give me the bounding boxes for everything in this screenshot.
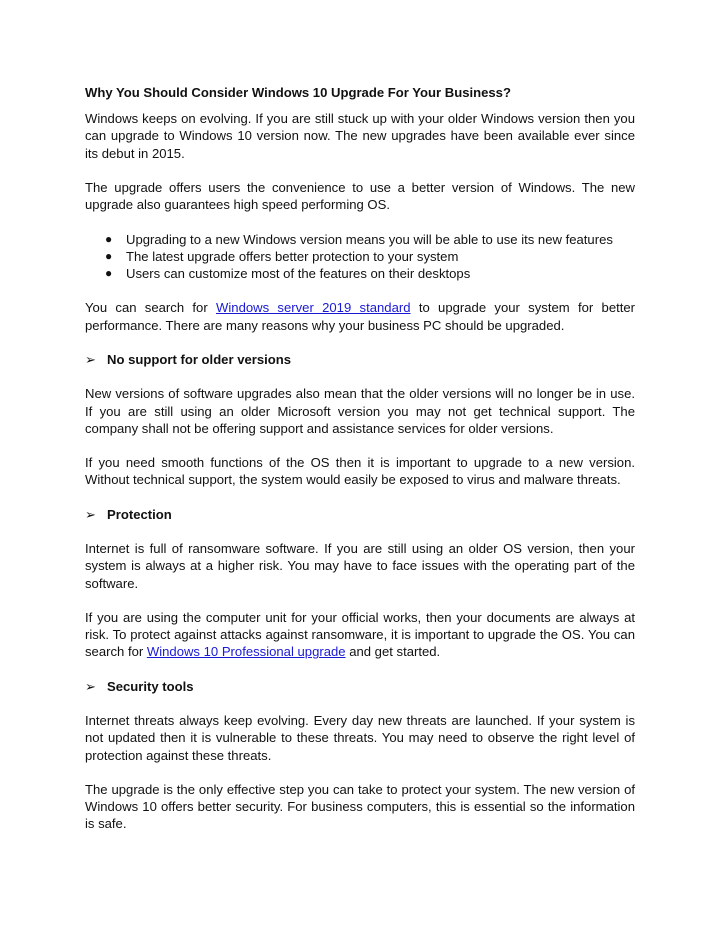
bullet-dot-icon: ● [105, 231, 113, 246]
upgrade-paragraph: The upgrade offers users the convenience to use a better version of Windows. The new upgrade also guarantees high speed performing OS. [85, 180, 635, 213]
spacer [85, 334, 635, 351]
support-paragraph-1: New versions of software upgrades also mean that the older versions will no longer be in use. If you are still using an older Microsoft version you may not get technical support. The company shall not be offering support and assistance services for older versions. [85, 386, 635, 436]
spacer [85, 282, 635, 299]
protection-paragraph-lead: If you are using the computer unit for your official works, then your documents are always at risk. To protect against attacks against ransomware, it is important to upgrade the OS. You can search for [85, 609, 635, 660]
spacer [85, 695, 635, 712]
spacer [85, 368, 635, 385]
search-paragraph-lead: You can search for [85, 300, 208, 316]
arrowhead-icon: ➢ [85, 351, 96, 367]
document-title: Why You Should Consider Windows 10 Upgrade For Your Business? [85, 85, 511, 100]
list-item [85, 231, 635, 248]
spacer [85, 437, 635, 454]
section-heading-protection [85, 506, 635, 523]
windows-10-professional-link[interactable]: Windows 10 Professional upgrade [146, 644, 346, 660]
bullet-dot-icon: ● [105, 248, 113, 263]
section-heading-support [85, 351, 635, 368]
spacer [85, 592, 635, 609]
windows-server-link[interactable]: Windows server 2019 standard [216, 300, 411, 316]
spacer [85, 764, 635, 781]
section-heading-text: No support for older versions [107, 351, 292, 367]
list-item-text: Users can customize most of the features on their desktops [126, 266, 471, 281]
protection-paragraph-tail: and get started. [349, 644, 441, 660]
spacer [85, 489, 635, 506]
arrowhead-icon: ➢ [85, 678, 96, 694]
security-paragraph-1: Internet threats always keep evolving. Every day new threats are launched. If your system is not updated then it is vulnerable to these threats. You may need to observe the right level of protection against these threats. [85, 713, 635, 763]
section-heading-text: Protection [107, 506, 172, 522]
protection-paragraph-2 [85, 609, 635, 661]
list-item [85, 248, 635, 265]
arrowhead-icon: ➢ [85, 506, 96, 522]
search-paragraph-tail: to upgrade your system for better performance. There are many reasons why your business PC should be upgraded. [85, 300, 636, 333]
list-item-text: The latest upgrade offers better protection to your system [126, 248, 459, 264]
list-item [85, 265, 635, 282]
section-heading-text: Security tools [107, 678, 194, 694]
protection-paragraph-1: Internet is full of ransomware software. If you are still using an older OS version, then your system is always at a higher risk. You may have to face issues with the operating part of the software. [85, 541, 635, 591]
spacer [85, 523, 635, 540]
section-heading-security-tools [85, 678, 635, 695]
benefits-list [85, 231, 635, 283]
spacer [85, 162, 635, 179]
support-paragraph-2: If you need smooth functions of the OS then it is important to upgrade to a new version. Without technical support, the system would easily be exposed to virus and malware threats. [85, 455, 635, 488]
spacer [85, 661, 635, 678]
bullet-dot-icon: ● [105, 266, 113, 280]
intro-paragraph: Windows keeps on evolving. If you are still stuck up with your older Windows version then you can upgrade to Windows 10 version now. The new upgrades have been available ever since its debut in 2015. [85, 111, 635, 161]
list-item-text: Upgrading to a new Windows version means you will be able to use its new features [126, 231, 613, 247]
security-paragraph-2: The upgrade is the only effective step you can take to protect your system. The new version of Windows 10 offers better security. For business computers, this is essential so the information is safe. [85, 781, 635, 832]
search-paragraph [85, 299, 635, 333]
document-body [85, 84, 635, 833]
spacer [85, 213, 635, 230]
